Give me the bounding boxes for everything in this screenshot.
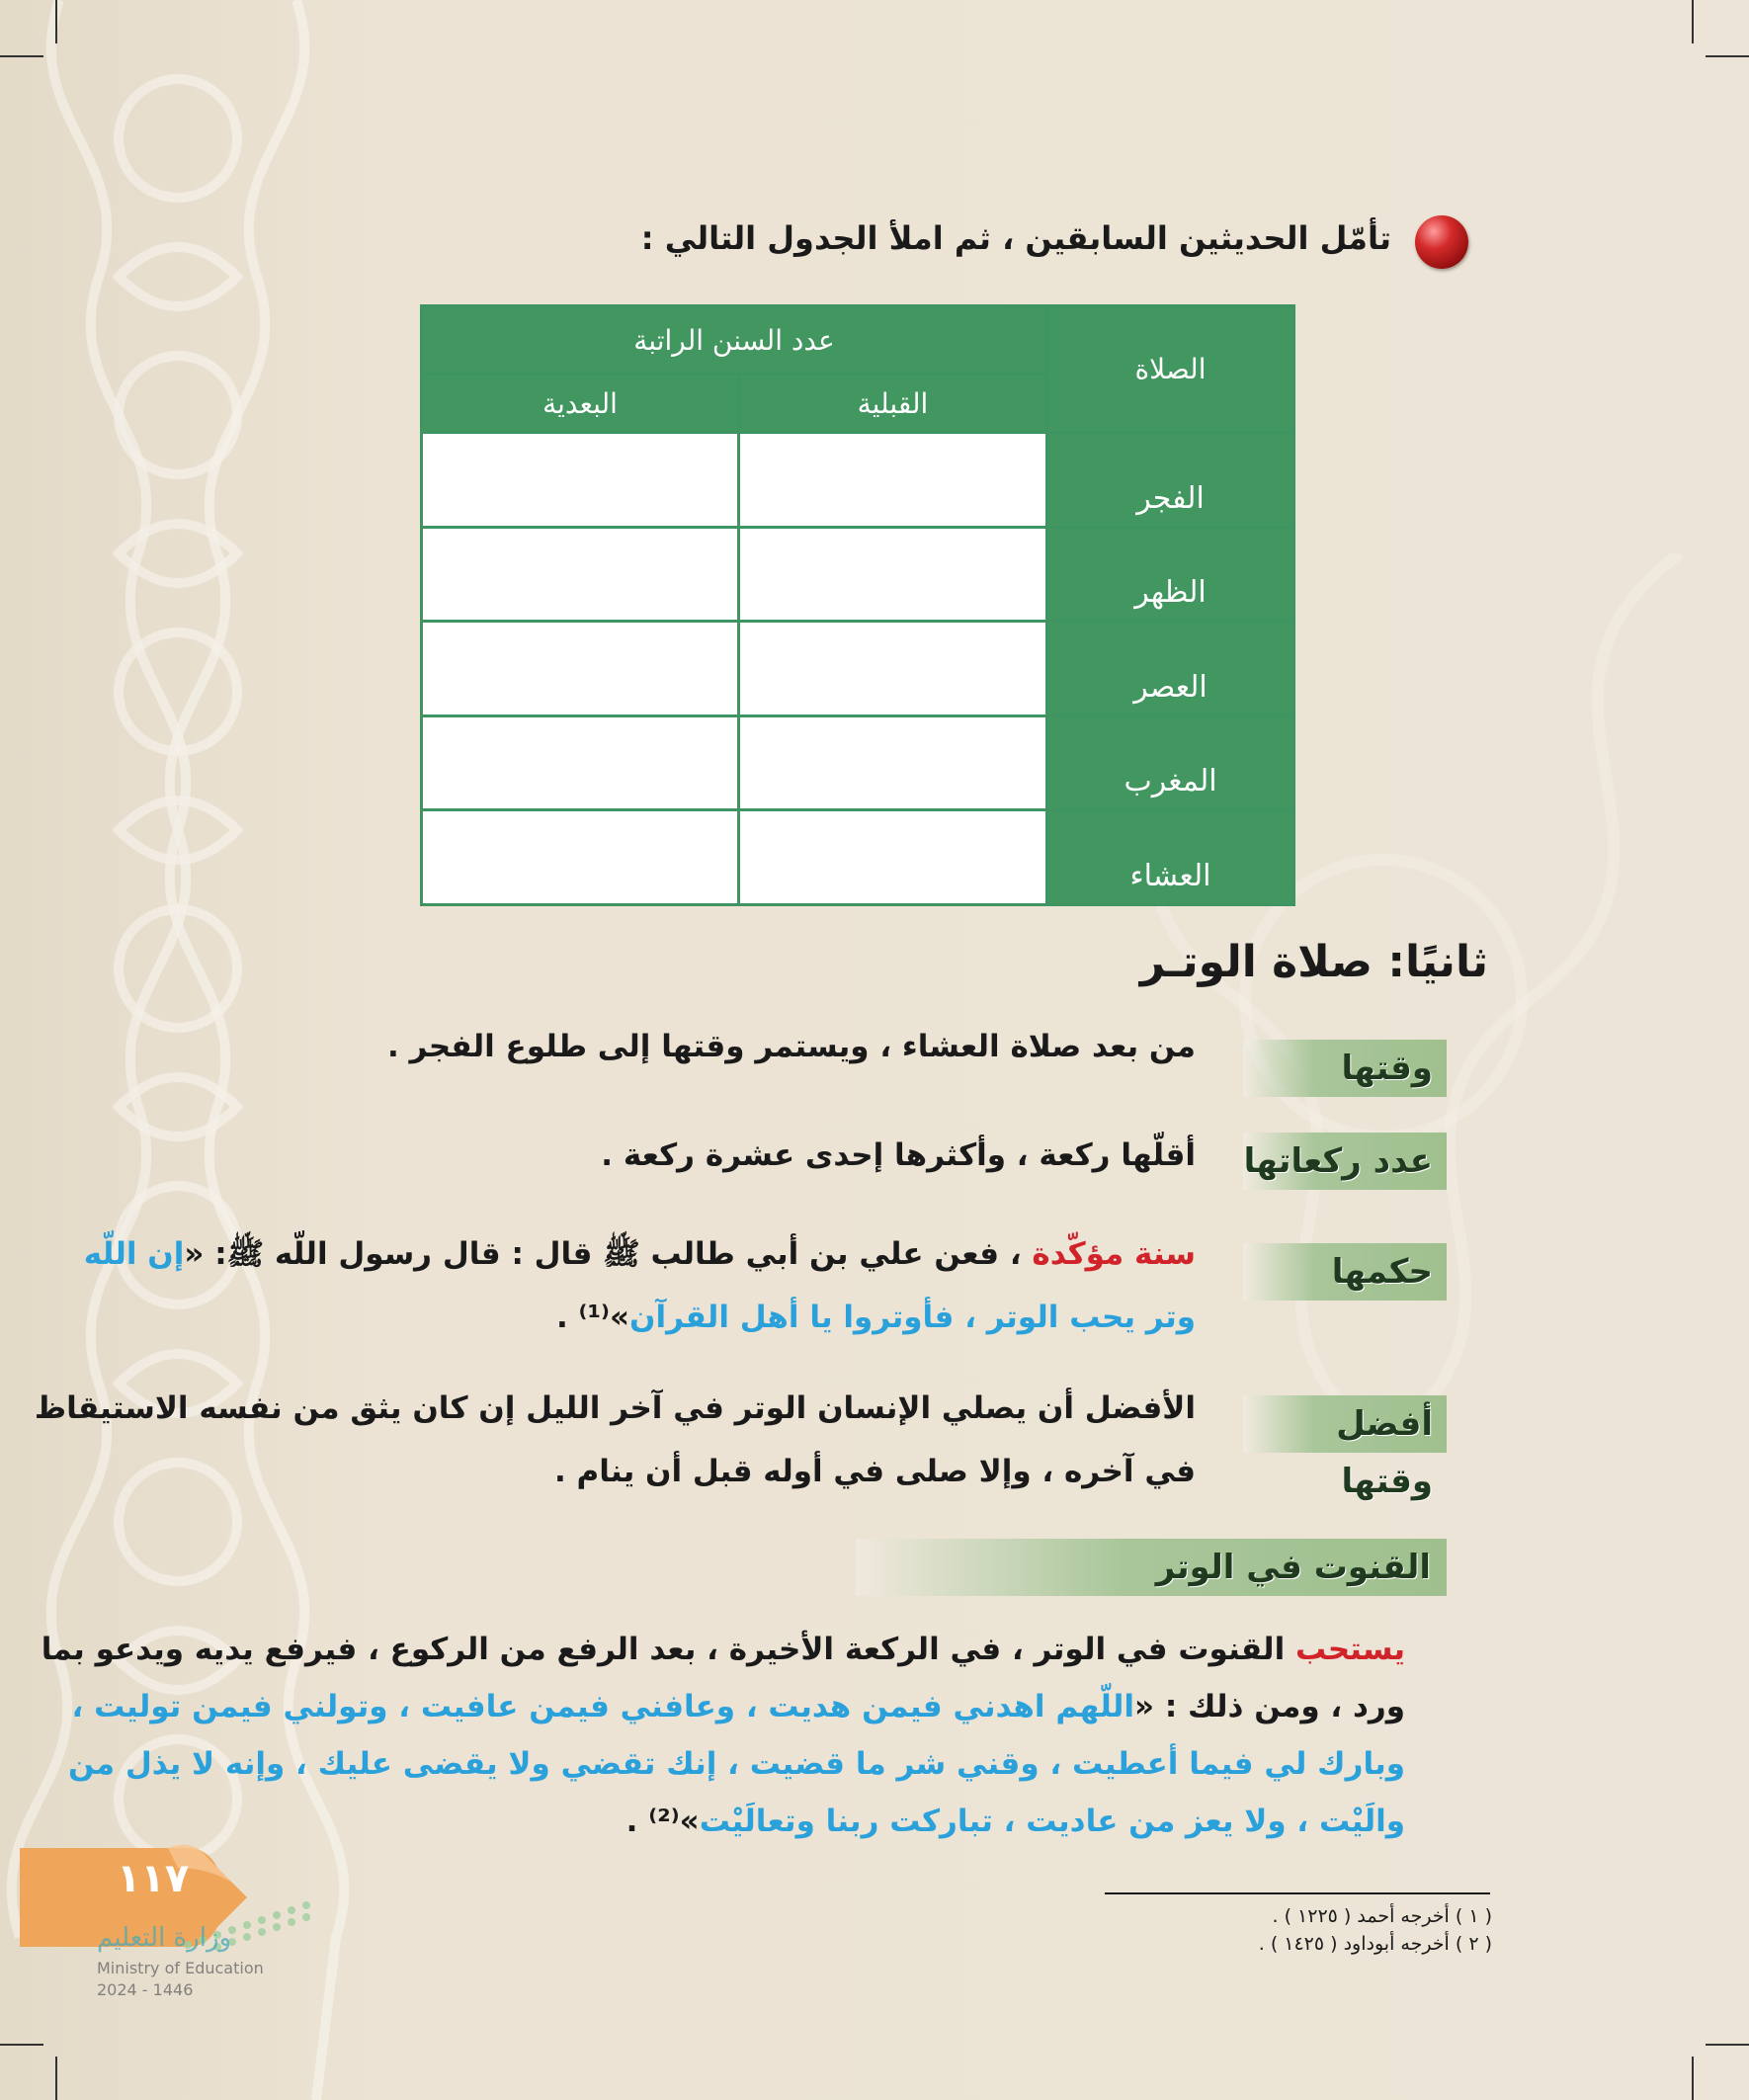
table-row [422, 810, 1294, 905]
crop-mark [0, 55, 43, 57]
qunoot-line-2 [71, 1678, 1405, 1735]
qunoot-text-1: القنوت في الوتر ، في الركعة الأخيرة ، بعد الرفع من الركوع ، فيرفع يديه ويدعو بما [41, 1632, 1286, 1667]
ministry-name-english: Ministry of Education [97, 1959, 264, 1977]
before-count-cell[interactable] [739, 715, 1047, 810]
hadith-end: »⁽¹⁾ . [555, 1300, 629, 1335]
time-text: من بعد صلاة العشاء ، ويستمر وقتها إلى طلوع الفجر . [386, 1029, 1196, 1064]
section-title: ثانيًا: صلاة الوتـر [1139, 937, 1488, 987]
prayer-name: الظهر [1047, 527, 1294, 622]
hadith-start: إن اللّه [83, 1236, 185, 1272]
dua-text-1: اللّهم اهدني فيمن هديت ، وعافني فيمن عافيت ، وتولني فيمن توليت ، [71, 1689, 1135, 1724]
ministry-year: 2024 - 1446 [97, 1980, 194, 1999]
after-count-cell[interactable] [422, 527, 739, 622]
crop-mark [1692, 2057, 1694, 2100]
prayer-name: المغرب [1047, 715, 1294, 810]
crop-mark [0, 2044, 43, 2046]
crop-mark [55, 2057, 57, 2100]
table-row [422, 527, 1294, 622]
label-rakaat: عدد ركعاتها [1243, 1133, 1447, 1190]
qunoot-red-word: يستحب [1295, 1632, 1405, 1667]
hadith-text: وتر يحب الوتر ، فأوتروا يا أهل القرآن [629, 1300, 1196, 1335]
after-count-cell[interactable] [422, 433, 739, 528]
before-count-cell[interactable] [739, 527, 1047, 622]
qunoot-line-4 [209, 1793, 1405, 1850]
qunoot-text-2: ورد ، ومن ذلك : « [1134, 1689, 1405, 1724]
sunan-table [420, 304, 1295, 906]
label-ruling: حكمها [1243, 1243, 1447, 1301]
red-bullet-icon [1415, 215, 1468, 269]
group-header: عدد السنن الراتبة [422, 306, 1047, 375]
label-best-time: أفضل وقتها [1243, 1395, 1447, 1453]
ministry-name-arabic: وزارة التعليم [97, 1923, 232, 1953]
prayer-name: الفجر [1047, 433, 1294, 528]
before-header: القبلية [739, 375, 1047, 433]
instruction-text: تأمّل الحديثين السابقين ، ثم املأ الجدول التالي : [640, 219, 1391, 257]
ruling-black-text: ، فعن علي بن أبي طالب ﷺ قال : قال رسول اللّه ﷺ: « [184, 1236, 1022, 1272]
prayer-header: الصلاة [1047, 306, 1294, 433]
before-count-cell[interactable] [739, 622, 1047, 716]
qunoot-paragraph [41, 1621, 1405, 1850]
before-count-cell[interactable] [739, 810, 1047, 905]
table-row [422, 715, 1294, 810]
ruling-red-text: سنة مؤكّدة [1032, 1236, 1196, 1272]
footnote-divider [1105, 1892, 1490, 1894]
best-time-line-2: في آخره ، وإلا صلى في أوله قبل أن ينام . [553, 1454, 1196, 1489]
after-count-cell[interactable] [422, 715, 739, 810]
crop-mark [1706, 55, 1749, 57]
prayer-name: العصر [1047, 622, 1294, 716]
crop-mark [55, 0, 57, 43]
rakaat-text: أقلّها ركعة ، وأكثرها إحدى عشرة ركعة . [601, 1137, 1196, 1173]
crop-mark [1692, 0, 1694, 43]
after-header: البعدية [422, 375, 739, 433]
label-time: وقتها [1243, 1040, 1447, 1097]
page-number: ١١٧ [117, 1856, 190, 1901]
table-row [422, 433, 1294, 528]
after-count-cell[interactable] [422, 622, 739, 716]
ruling-line-2 [556, 1289, 1196, 1346]
footnote-2: ( ٢ ) أخرجه أبوداود ( ١٤٢٥ ) . [1258, 1933, 1492, 1955]
crop-mark [1706, 2044, 1749, 2046]
before-count-cell[interactable] [739, 433, 1047, 528]
qunoot-heading: القنوت في الوتر [856, 1539, 1447, 1596]
dua-text-2: وبارك لي فيما أعطيت ، وقني شر ما قضيت ، إنك تقضي ولا يقضى عليك ، وإنه لا يذل من [67, 1746, 1405, 1782]
dua-end: »⁽²⁾ . [625, 1804, 700, 1839]
qunoot-line-1 [41, 1621, 1405, 1678]
footnote-1: ( ١ ) أخرجه أحمد ( ١٢٢٥ ) . [1272, 1905, 1492, 1927]
prayer-name: العشاء [1047, 810, 1294, 905]
after-count-cell[interactable] [422, 810, 739, 905]
ruling-line-1 [83, 1225, 1196, 1283]
dua-text-3: والَيْت ، ولا يعز من عاديت ، تباركت ربنا وتعالَيْت [699, 1804, 1405, 1839]
best-time-line-1: الأفضل أن يصلي الإنسان الوتر في آخر الليل إن كان يثق من نفسه الاستيقاظ [34, 1390, 1196, 1426]
table-row [422, 622, 1294, 716]
